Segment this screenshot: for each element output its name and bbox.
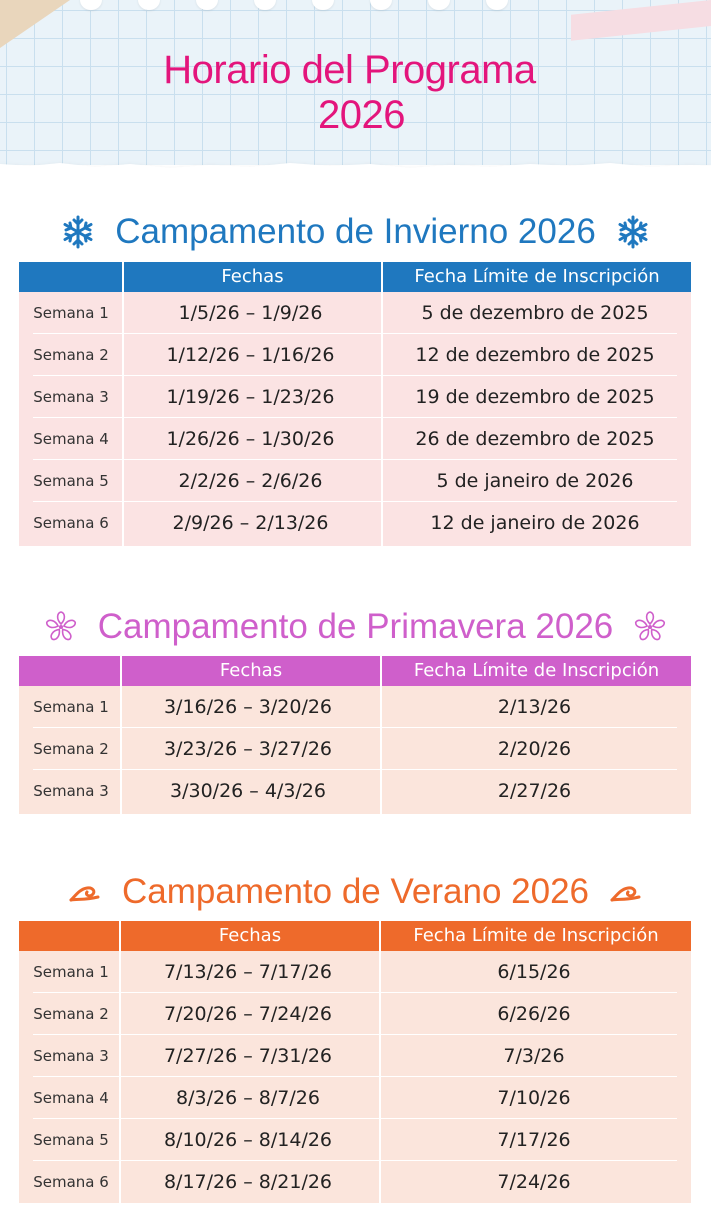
table-header bbox=[19, 921, 691, 951]
week-dates: 1/26/26 – 1/30/26 bbox=[166, 428, 335, 450]
week-label: Semana 3 bbox=[33, 782, 109, 800]
snowflake-icon bbox=[616, 215, 650, 249]
week-label: Semana 2 bbox=[33, 346, 109, 364]
week-label: Semana 6 bbox=[33, 1173, 109, 1191]
spring-camp-title: Campamento de Primavera 2026 bbox=[97, 606, 614, 646]
table-row bbox=[19, 1077, 691, 1119]
registration-deadline: 26 de dezembro de 2025 bbox=[415, 428, 655, 450]
table-row bbox=[19, 770, 691, 812]
registration-deadline: 7/10/26 bbox=[497, 1087, 571, 1109]
table-row bbox=[19, 502, 691, 544]
table-row bbox=[19, 1119, 691, 1161]
week-dates: 3/30/26 – 4/3/26 bbox=[170, 780, 326, 802]
registration-deadline: 6/15/26 bbox=[497, 961, 571, 983]
wave-icon bbox=[609, 875, 643, 909]
registration-deadline: 7/24/26 bbox=[497, 1171, 571, 1193]
column-header-dates: Fechas bbox=[218, 925, 282, 946]
table-row bbox=[19, 460, 691, 502]
page-title-year: 2026 bbox=[318, 93, 405, 137]
wave-icon bbox=[68, 875, 102, 909]
table-row bbox=[19, 334, 691, 376]
week-label: Semana 1 bbox=[33, 304, 109, 322]
registration-deadline: 2/13/26 bbox=[497, 696, 572, 718]
spring-schedule-table bbox=[19, 656, 691, 814]
week-label: Semana 2 bbox=[33, 740, 109, 758]
week-dates: 7/13/26 – 7/17/26 bbox=[163, 961, 333, 983]
week-label: Semana 5 bbox=[33, 1131, 109, 1149]
sakura-flower-icon bbox=[44, 610, 78, 644]
week-dates: 1/5/26 – 1/9/26 bbox=[178, 302, 323, 324]
winter-schedule-table bbox=[19, 262, 691, 546]
registration-deadline: 5 de janeiro de 2026 bbox=[436, 470, 634, 492]
table-body bbox=[19, 951, 691, 1203]
week-dates: 8/10/26 – 8/14/26 bbox=[163, 1129, 333, 1151]
table-row bbox=[19, 728, 691, 770]
week-label: Semana 5 bbox=[33, 472, 109, 490]
column-header-deadline: Fecha Límite de Inscripción bbox=[414, 266, 660, 287]
table-row bbox=[19, 292, 691, 334]
graph-paper-header bbox=[0, 0, 711, 165]
week-label: Semana 3 bbox=[33, 388, 109, 406]
week-dates: 3/16/26 – 3/20/26 bbox=[163, 696, 333, 718]
week-dates: 1/19/26 – 1/23/26 bbox=[166, 386, 335, 408]
summer-camp-heading bbox=[0, 870, 711, 912]
table-row bbox=[19, 1035, 691, 1077]
table-row bbox=[19, 951, 691, 993]
table-header bbox=[19, 656, 691, 686]
column-header-dates: Fechas bbox=[221, 266, 284, 287]
registration-deadline: 19 de dezembro de 2025 bbox=[415, 386, 655, 408]
week-label: Semana 3 bbox=[33, 1047, 109, 1065]
table-header bbox=[19, 262, 691, 292]
week-dates: 1/12/26 – 1/16/26 bbox=[166, 344, 335, 366]
registration-deadline: 7/3/26 bbox=[503, 1045, 565, 1067]
pink-tape-decoration bbox=[571, 0, 711, 41]
summer-camp-title: Campamento de Verano 2026 bbox=[122, 871, 589, 911]
table-row bbox=[19, 993, 691, 1035]
summer-schedule-table bbox=[19, 921, 691, 1203]
week-label: Semana 1 bbox=[33, 963, 109, 981]
week-label: Semana 4 bbox=[33, 430, 109, 448]
registration-deadline: 12 de dezembro de 2025 bbox=[415, 344, 655, 366]
table-row bbox=[19, 1161, 691, 1203]
week-dates: 7/27/26 – 7/31/26 bbox=[163, 1045, 333, 1067]
table-body bbox=[19, 292, 691, 546]
table-row bbox=[19, 418, 691, 460]
registration-deadline: 6/26/26 bbox=[497, 1003, 571, 1025]
winter-camp-title: Campamento de Invierno 2026 bbox=[115, 211, 596, 251]
week-label: Semana 4 bbox=[33, 1089, 109, 1107]
week-label: Semana 6 bbox=[33, 514, 109, 532]
week-label: Semana 1 bbox=[33, 698, 109, 716]
week-dates: 8/17/26 – 8/21/26 bbox=[163, 1171, 333, 1193]
week-dates: 2/2/26 – 2/6/26 bbox=[178, 470, 323, 492]
winter-camp-heading bbox=[0, 210, 711, 252]
registration-deadline: 12 de janeiro de 2026 bbox=[430, 512, 640, 534]
paper-corner-decoration bbox=[0, 0, 70, 48]
week-dates: 8/3/26 – 8/7/26 bbox=[176, 1087, 320, 1109]
week-label: Semana 2 bbox=[33, 1005, 109, 1023]
torn-paper-edge bbox=[0, 150, 711, 180]
week-dates: 2/9/26 – 2/13/26 bbox=[172, 512, 329, 534]
spring-camp-heading bbox=[0, 605, 711, 647]
registration-deadline: 7/17/26 bbox=[497, 1129, 571, 1151]
sakura-flower-icon bbox=[633, 610, 667, 644]
table-row bbox=[19, 376, 691, 418]
column-header-deadline: Fecha Límite de Inscripción bbox=[413, 660, 660, 681]
week-dates: 7/20/26 – 7/24/26 bbox=[163, 1003, 333, 1025]
week-dates: 3/23/26 – 3/27/26 bbox=[163, 738, 333, 760]
registration-deadline: 2/27/26 bbox=[497, 780, 572, 802]
snowflake-icon bbox=[61, 215, 95, 249]
table-row bbox=[19, 686, 691, 728]
registration-deadline: 2/20/26 bbox=[497, 738, 572, 760]
column-header-deadline: Fecha Límite de Inscripción bbox=[413, 925, 659, 946]
registration-deadline: 5 de dezembro de 2025 bbox=[421, 302, 649, 324]
page-title: Horario del Programa bbox=[163, 48, 536, 92]
table-body bbox=[19, 686, 691, 814]
column-header-dates: Fechas bbox=[219, 660, 283, 681]
